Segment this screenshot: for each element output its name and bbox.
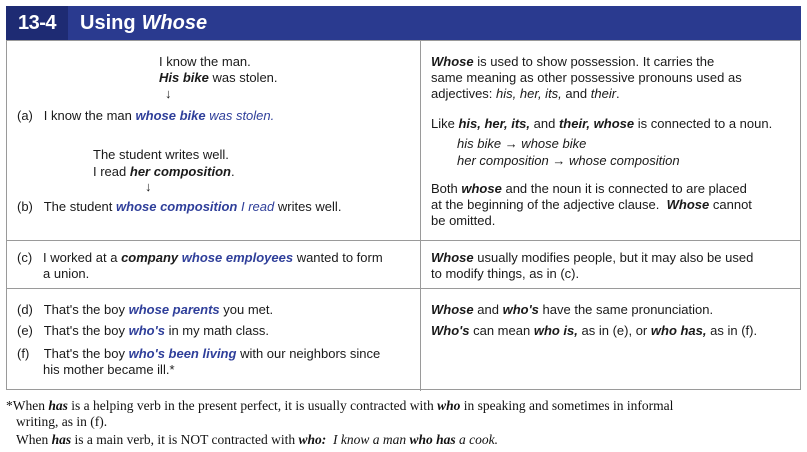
sentence-know-man: I know the man.	[159, 54, 251, 69]
down-arrow-icon: ↓	[165, 86, 172, 101]
their-text: their	[590, 86, 617, 101]
whose-bold-4: Whose	[666, 197, 710, 212]
row3-explanation-line-2	[431, 323, 757, 339]
row2-explanation-line-2: to modify things, as in (c).	[431, 266, 580, 281]
example-e-post: in my math class.	[168, 323, 269, 338]
example-e-pre: That's the boy	[43, 323, 125, 338]
example-d-post: you met.	[223, 302, 274, 317]
example-c-pre: I worked at a	[43, 250, 118, 265]
row3-explanation	[421, 289, 800, 391]
row3-explanation-line-1	[431, 302, 713, 318]
explanation-both-line-3: be omitted.	[431, 213, 496, 228]
example-f	[17, 346, 380, 362]
footnote-mid: is a helping verb in the present perfect, it is usually contracted with	[71, 398, 434, 413]
table-row-2	[7, 240, 800, 288]
example-e-whos: who's	[128, 323, 165, 338]
example-b-whose: whose composition	[116, 199, 238, 214]
and-text-3: and	[477, 302, 499, 317]
example-c-post: wanted to form	[296, 250, 383, 265]
and-text-2: and	[533, 116, 556, 131]
grammar-table	[6, 40, 801, 390]
table-row-3	[7, 288, 800, 391]
label-c: (c)	[17, 250, 33, 265]
chart-header	[6, 6, 801, 40]
chart-title	[68, 6, 207, 40]
row2-explanation	[421, 241, 800, 288]
example-a-whose: whose bike	[135, 108, 206, 123]
who-has-text: who has,	[650, 323, 707, 338]
row2-l1: usually modifies people, but it may also be used	[477, 250, 754, 265]
footnote-who-2: who:	[298, 432, 327, 447]
explanation-line-2: same meaning as other possessive pronouns used as	[431, 70, 742, 85]
p1-l1: is used to show possession. It carries the	[477, 54, 715, 69]
explanation-both-line-2	[431, 197, 752, 213]
and-text: and	[565, 86, 588, 101]
whose-bold-2: whose	[593, 116, 635, 131]
label-a: (a)	[17, 108, 33, 123]
example-d-pre: That's the boy	[43, 302, 125, 317]
example-a	[17, 108, 274, 124]
down-arrow-icon-2: ↓	[145, 179, 152, 194]
whose-bold-3: whose	[461, 181, 502, 196]
row2-examples	[7, 241, 421, 288]
example-c-line-2: a union.	[43, 266, 90, 281]
example-d-whose: whose parents	[128, 302, 220, 317]
row3-examples	[7, 289, 421, 391]
connected-noun-text: is connected to a noun.	[637, 116, 773, 131]
explanation-both-line-1	[431, 181, 747, 197]
chart-title-word: Whose	[141, 11, 208, 34]
can-mean-text: can mean	[473, 323, 531, 338]
example-c-whose: whose employees	[181, 250, 294, 265]
example-b-italic: I read	[240, 199, 275, 214]
footnote-example-3: a cook.	[459, 432, 498, 447]
i-read-text: I read	[93, 164, 127, 179]
example-f-post: with our neighbors since	[240, 346, 381, 361]
chart-title-prefix: Using	[80, 11, 136, 34]
example-b-post: writes well.	[277, 199, 342, 214]
example-f-whos: who's been living	[128, 346, 237, 361]
footnote-line-2: writing, as in (f).	[16, 414, 108, 429]
footnote-when: *When	[6, 398, 45, 413]
footnote-who: who	[437, 398, 461, 413]
row1-explanation	[421, 41, 800, 240]
both-text: Both	[431, 181, 458, 196]
example-c	[17, 250, 383, 266]
cannot-text: cannot	[712, 197, 752, 212]
adjectives-text: adjectives:	[431, 86, 493, 101]
example-her-composition: her composition → whose composition	[457, 153, 680, 168]
as-in-f-text: as in (f).	[710, 323, 758, 338]
example-e	[17, 323, 269, 339]
pronoun-list: his, her, its,	[496, 86, 562, 101]
explanation-like-line	[431, 116, 772, 132]
whose-bold-6: Whose	[431, 302, 474, 317]
footnote-when-2: When	[16, 432, 49, 447]
company-text: company	[121, 250, 179, 265]
label-e: (e)	[17, 323, 33, 338]
footnote-line-1	[6, 398, 673, 414]
explanation-line-3	[431, 86, 620, 102]
example-d	[17, 302, 273, 318]
label-f: (f)	[17, 346, 30, 361]
footnote-line-3	[16, 432, 498, 448]
footnote-example-1: I know a man	[332, 432, 407, 447]
example-a-pre: I know the man	[43, 108, 132, 123]
example-a-italic: was stolen.	[209, 108, 275, 123]
period-text: .	[231, 164, 235, 179]
pronunciation-text: have the same pronunciation.	[542, 302, 714, 317]
whose-bold-5: Whose	[431, 250, 474, 265]
footnote-mid-2: is a main verb, it is NOT contracted with	[74, 432, 296, 447]
row2-explanation-line-1	[431, 250, 753, 266]
period-text-2: .	[616, 86, 620, 101]
label-d: (d)	[17, 302, 33, 317]
who-is-text: who is,	[533, 323, 578, 338]
was-stolen-text: was stolen.	[212, 70, 278, 85]
example-f-line-2: his mother became ill.*	[43, 362, 175, 377]
pronoun-list-2: his, her, its,	[458, 116, 531, 131]
label-b: (b)	[17, 199, 33, 214]
sentence-his-bike	[159, 70, 278, 86]
whose-bold: Whose	[431, 54, 474, 69]
sentence-student-writes: The student writes well.	[93, 147, 229, 162]
chart-number: 13-4	[6, 6, 68, 40]
footnote-example-2: who has	[409, 432, 456, 447]
example-b-pre: The student	[43, 199, 113, 214]
footnote-has: has	[48, 398, 68, 413]
example-his-bike: his bike → whose bike	[457, 136, 587, 151]
table-row-1	[7, 41, 800, 240]
example-f-pre: That's the boy	[43, 346, 125, 361]
his-bike-text: His bike	[159, 70, 209, 85]
beginning-text: at the beginning of the adjective clause.	[431, 197, 660, 212]
example-b	[17, 199, 341, 215]
whos-bold-2: Who's	[431, 323, 470, 338]
her-composition-text: her composition	[129, 164, 231, 179]
footnote-has-2: has	[51, 432, 72, 447]
explanation-line-1	[431, 54, 714, 70]
row1-examples	[7, 41, 421, 240]
footnote-rest: in speaking and sometimes in informal	[463, 398, 674, 413]
sentence-read-composition	[93, 164, 235, 180]
both-rest: and the noun it is connected to are placed	[505, 181, 747, 196]
as-in-e-text: as in (e), or	[581, 323, 648, 338]
like-text: Like	[431, 116, 455, 131]
whos-bold: who's	[502, 302, 539, 317]
their-text-2: their,	[558, 116, 591, 131]
